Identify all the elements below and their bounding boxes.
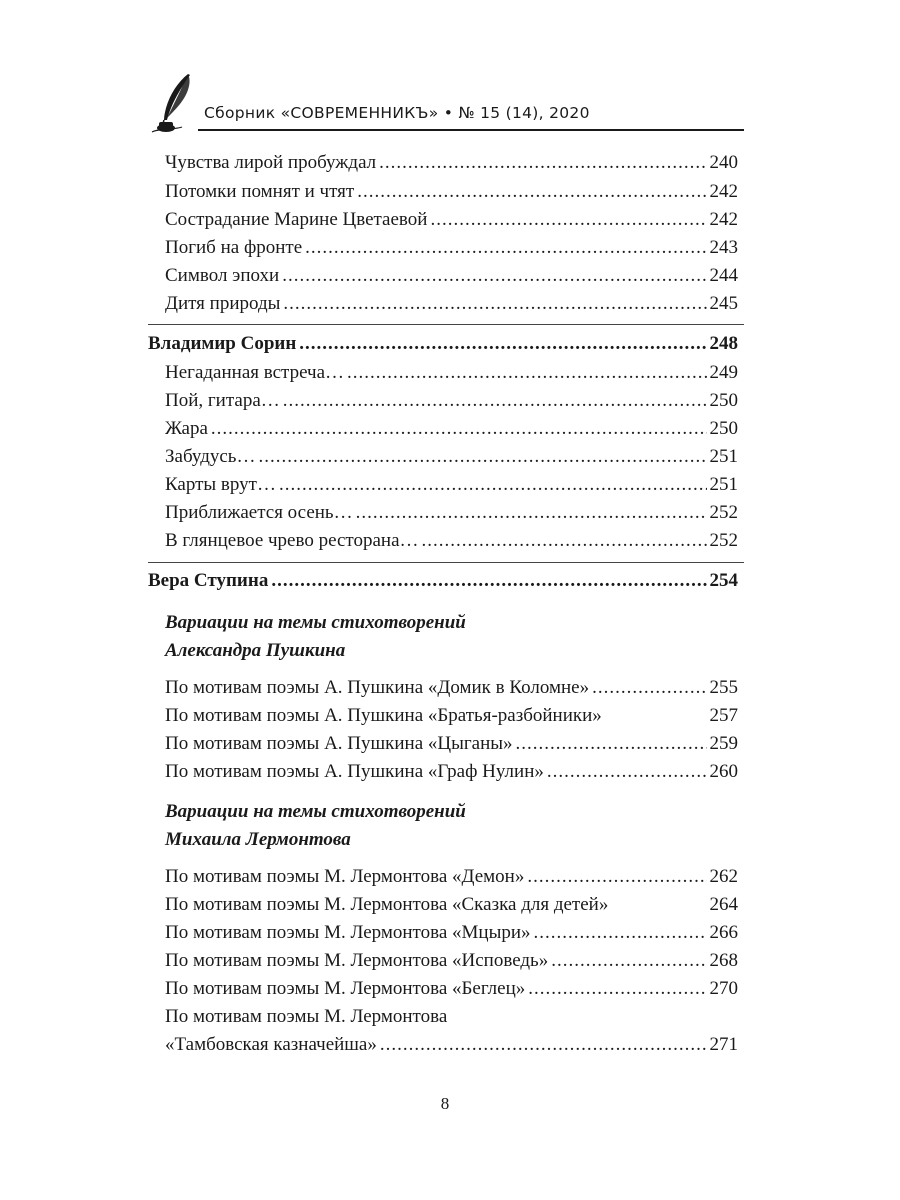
toc-entry-page: 251 (709, 474, 738, 495)
toc-entry-title: По мотивам поэмы А. Пушкина «Граф Нулин» (165, 761, 544, 782)
toc-entry-title: По мотивам поэмы М. Лермонтова «Мцыри» (165, 922, 531, 943)
toc-entry-page: 271 (709, 1034, 738, 1055)
section-divider (148, 324, 744, 325)
leader-dots (299, 333, 706, 355)
toc-entry-title: Погиб на фронте (165, 237, 303, 258)
toc-author-page: 254 (709, 570, 738, 591)
section-heading: Вариации на темы стихотворений (165, 612, 466, 633)
toc-entry[interactable] (165, 530, 738, 552)
toc-entry-page: 268 (709, 950, 738, 971)
toc-entry-page: 240 (709, 152, 738, 173)
leader-dots (547, 761, 707, 783)
toc-entry[interactable] (165, 950, 738, 972)
leader-dots (551, 950, 706, 972)
toc-entry[interactable] (165, 237, 738, 259)
toc-entry-page: 262 (709, 866, 738, 887)
toc-entry-page: 251 (709, 446, 738, 467)
leader-dots (422, 530, 707, 552)
toc-entry-page: 266 (709, 922, 738, 943)
leader-dots (356, 502, 707, 524)
header-title: Сборник «СОВРЕМЕННИКЪ» • № 15 (14), 2020 (204, 104, 590, 122)
toc-entry-page: 252 (709, 502, 738, 523)
toc-author-name: Владимир Сорин (148, 333, 297, 354)
leader-dots (592, 677, 706, 699)
section-divider (148, 562, 744, 563)
leader-dots (283, 390, 707, 412)
toc-entry-page: 242 (709, 181, 738, 202)
toc-entry-title: По мотивам поэмы А. Пушкина «Цыганы» (165, 733, 513, 754)
toc-entry[interactable] (165, 418, 738, 440)
toc-entry[interactable] (165, 181, 738, 203)
toc-entry-title: Дитя природы (165, 293, 281, 314)
toc-entry[interactable] (165, 502, 738, 524)
toc-entry[interactable] (165, 1034, 738, 1056)
toc-entry-page: 245 (709, 293, 738, 314)
toc-author-name: Вера Ступина (148, 570, 269, 591)
leader-dots (430, 209, 706, 231)
leader-dots (347, 362, 706, 384)
toc-entry-page: 255 (709, 677, 738, 698)
toc-entry-title: Пой, гитара… (165, 390, 280, 411)
leader-dots (527, 866, 706, 888)
toc-entry[interactable] (165, 474, 738, 496)
toc-entry-title: «Тамбовская казначейша» (165, 1034, 377, 1055)
toc-entry[interactable] (165, 978, 738, 1000)
toc-entry-page: 250 (709, 418, 738, 439)
toc-entry[interactable] (165, 677, 738, 699)
toc-entry-page: 244 (709, 265, 738, 286)
toc-entry[interactable] (165, 733, 738, 755)
leader-dots (380, 1034, 707, 1056)
leader-dots (379, 152, 706, 174)
toc-entry-title: Сострадание Марине Цветаевой (165, 209, 428, 230)
toc-entry-page: 252 (709, 530, 738, 551)
toc-entry[interactable] (165, 894, 738, 916)
leader-dots (211, 418, 707, 440)
leader-dots (258, 446, 706, 468)
toc-entry-page: 264 (709, 894, 738, 915)
toc-entry[interactable] (165, 866, 738, 888)
toc-entry-title: По мотивам поэмы М. Лермонтова «Беглец» (165, 978, 526, 999)
toc-entry-page: 249 (709, 362, 738, 383)
leader-dots (528, 978, 706, 1000)
toc-author-entry[interactable] (148, 333, 738, 355)
leader-dots (534, 922, 707, 944)
toc-entry-title: Жара (165, 418, 208, 439)
toc-entry[interactable] (165, 265, 738, 287)
toc-entry-title: Карты врут… (165, 474, 276, 495)
toc-entry-page: 250 (709, 390, 738, 411)
toc-entry[interactable] (165, 761, 738, 783)
toc-entry-title: Символ эпохи (165, 265, 280, 286)
toc-entry-page: 243 (709, 237, 738, 258)
toc-entry-page: 259 (709, 733, 738, 754)
toc-entry-title: Потомки помнят и чтят (165, 181, 355, 202)
leader-dots (271, 570, 706, 592)
toc-entry-title-line: По мотивам поэмы М. Лермонтова (165, 1006, 448, 1027)
toc-entry-title: Забудусь… (165, 446, 256, 467)
toc-entry[interactable] (165, 152, 738, 174)
toc-entry-title: Чувства лирой пробуждал (165, 152, 377, 173)
toc-entry-title: По мотивам поэмы М. Лермонтова «Исповедь» (165, 950, 549, 971)
section-heading: Александра Пушкина (165, 640, 346, 661)
section-heading: Вариации на темы стихотворений (165, 801, 466, 822)
leader-dots (357, 181, 706, 203)
toc-entry-title: По мотивам поэмы М. Лермонтова «Демон» (165, 866, 525, 887)
leader-dots (282, 265, 706, 287)
toc-entry-title: Приближается осень… (165, 502, 353, 523)
toc-entry[interactable] (165, 446, 738, 468)
toc-entry-page: 242 (709, 209, 738, 230)
toc-entry[interactable] (165, 922, 738, 944)
page-number: 8 (440, 1094, 450, 1113)
toc-entry-title: В глянцевое чрево ресторана… (165, 530, 419, 551)
toc-entry-title: По мотивам поэмы А. Пушкина «Домик в Коломне» (165, 677, 590, 698)
section-heading: Михаила Лермонтова (165, 829, 351, 850)
toc-entry[interactable] (165, 705, 738, 727)
toc-entry[interactable] (165, 293, 738, 315)
toc-entry-page: 257 (709, 705, 738, 726)
leader-dots (305, 237, 706, 259)
toc-author-entry[interactable] (148, 570, 738, 592)
toc-entry-page: 260 (709, 761, 738, 782)
leader-dots (516, 733, 707, 755)
toc-entry-title: По мотивам поэмы А. Пушкина «Братья-разбойники» (165, 705, 602, 726)
leader-dots (283, 293, 706, 315)
toc-entry[interactable] (165, 362, 738, 384)
toc-author-page: 248 (709, 333, 738, 354)
toc-entry-page: 270 (709, 978, 738, 999)
toc-entry-title: По мотивам поэмы М. Лермонтова «Сказка для детей» (165, 894, 609, 915)
toc-entry[interactable] (165, 390, 738, 412)
toc-entry-title: Негаданная встреча… (165, 362, 345, 383)
leader-dots (279, 474, 707, 496)
toc-entry[interactable] (165, 209, 738, 231)
